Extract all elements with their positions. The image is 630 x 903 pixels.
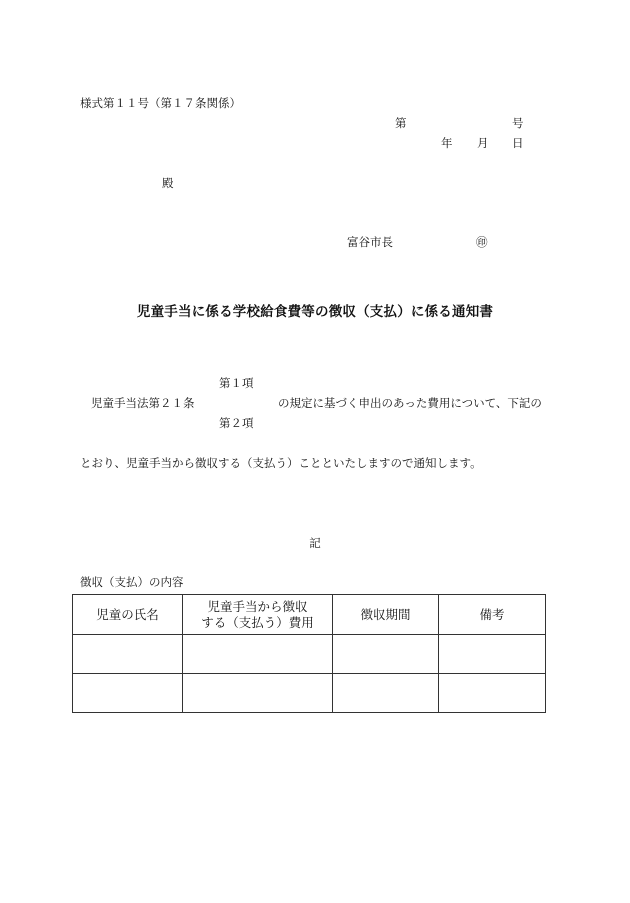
addressee-honorific: 殿 [162,176,174,190]
issuer-name: 富谷市長 [347,235,393,249]
cell-fee [183,674,333,713]
date-day: 日 [512,136,524,150]
cell-child-name [73,674,183,713]
cell-period [333,635,439,674]
clause-option-1: 第１項 [219,376,254,390]
clause-option-2: 第２項 [219,416,254,430]
reference-number-prefix: 第 [395,116,407,130]
cell-remarks [439,674,546,713]
header-fee-line1: 児童手当から徴収 [207,598,308,614]
law-reference: 児童手当法第２１条 [91,396,195,410]
cell-period [333,674,439,713]
date-month: 月 [477,136,489,150]
reference-number-suffix: 号 [512,116,524,130]
date-year: 年 [441,136,453,150]
cell-fee [183,635,333,674]
cell-remarks [439,635,546,674]
document-title: 児童手当に係る学校給食費等の徴収（支払）に係る通知書 [136,304,494,320]
seal-mark: ㊞ [476,235,488,249]
collection-content-table [72,594,546,713]
ki-heading: 記 [309,536,321,550]
form-number: 様式第１１号（第１７条関係） [80,96,241,110]
header-child-name: 児童の氏名 [73,595,183,635]
header-fee [183,595,333,635]
header-fee-line2: する（支払う）費用 [201,614,314,630]
cell-child-name [73,635,183,674]
body-line2: とおり、児童手当から徴収する（支払う）ことといたしますので通知します。 [80,456,482,470]
body-line1-rest: の規定に基づく申出のあった費用について、下記の [278,396,542,410]
table-row [73,635,546,674]
header-period: 徴収期間 [333,595,439,635]
header-remarks: 備考 [439,595,546,635]
table-caption: 徴収（支払）の内容 [80,575,184,589]
table-header-row [73,595,546,635]
table-row [73,674,546,713]
